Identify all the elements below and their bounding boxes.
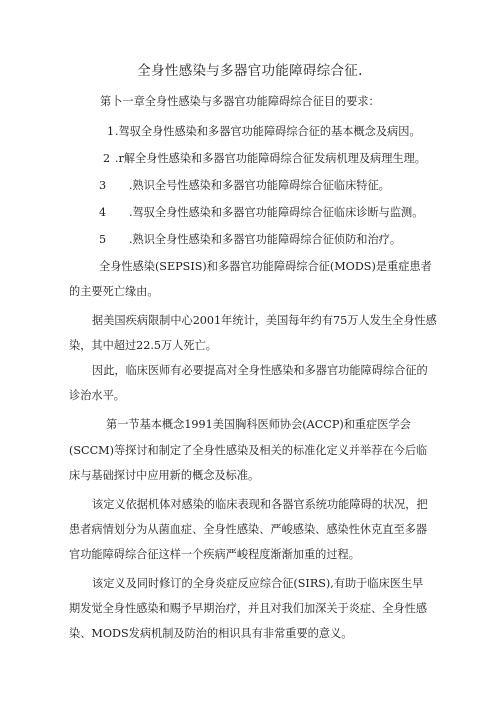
paragraph-6-line-3: 染、MODS发病机制及防治的相识具有非常重要的意义。 [69, 627, 353, 640]
objective-number: 3 [99, 179, 107, 192]
paragraph-6-line-2: 期发觉全身性感染和赐予早期治疗，并且对我们加深关于炎症、全身性感 [69, 602, 428, 615]
document-title: 全身性感染与多器官功能障碍综合征. [137, 63, 363, 79]
objective-item-5 [99, 232, 401, 248]
objective-text: .熟识全身性感染和多器官功能障碍综合征侦防和治疗。 [129, 233, 402, 246]
objective-text: .驾驭全身性感染和多器官功能障碍综合征的基本概念及病因。 [115, 125, 421, 138]
objective-item-4 [99, 205, 423, 221]
objective-text: .熟识全号性感染和多器官功能障碍综合征临床特征。 [129, 179, 390, 192]
paragraph-2-line-2: 染，其中超过22.5万人死亡。 [69, 339, 217, 352]
paragraph-3-line-1: 因此，临床医师有必要提高对全身性感染和多器官功能障碍综合征的 [92, 364, 428, 377]
paragraph-1-line-2: 的主要死亡缘由。 [69, 285, 159, 298]
objective-number: 4 [99, 206, 107, 219]
paragraph-4-line-1: 第一节基本概念1991美国胸科医师协会(ACCP)和重症医学会 [106, 418, 411, 431]
paragraph-5-line-1: 该定义依据机体对感染的临床表现和各器官系统功能障碍的状况，把 [92, 498, 428, 511]
paragraph-6-line-1: 该定义及同时修订的全身炎症反应综合征(SIRS),有助于临床医生早 [92, 577, 424, 590]
paragraph-4-line-3: 床与基础探讨中应用新的概念及标准。 [69, 469, 260, 482]
chapter-heading: 第卜一章全身性感染与多器官功能障碍综合征目的要求： [100, 95, 380, 108]
objective-text: .r解全身性感染和多器官功能障碍综合征发病机理及病理生理。 [115, 152, 426, 165]
objective-text: .驾驭全身性感染和多器官功能障碍综合征临床诊断与监测。 [129, 206, 424, 219]
objective-item-2 [103, 151, 426, 167]
paragraph-3-line-2: 诊治水平。 [69, 389, 125, 402]
paragraph-1-line-1: 全身性感染(SEPSIS)和多器官功能障碍综合征(MODS)是重症患者 [99, 260, 432, 273]
paragraph-4-line-2: (SCCM)等探讨和制定了全身性感染及相关的标准化定义并举荐在今后临 [69, 444, 428, 457]
paragraph-5-line-3: 官功能障碍综合征这样一个疾病严峻程度渐渐加重的过程。 [69, 548, 360, 561]
objective-number: 5 [99, 233, 107, 246]
paragraph-5-line-2: 患者病情划分为从菌血症、全身性感染、严峻感染、感染性休克直至多器 [69, 523, 428, 536]
objective-number: 2 [103, 152, 111, 165]
paragraph-2-line-1: 据美国疾病限制中心2001年统计，美国每年约有75万人发生全身性感 [92, 314, 437, 327]
objective-item-3 [99, 178, 390, 194]
objective-item-1 [107, 124, 421, 140]
objective-number: 1 [107, 125, 115, 138]
